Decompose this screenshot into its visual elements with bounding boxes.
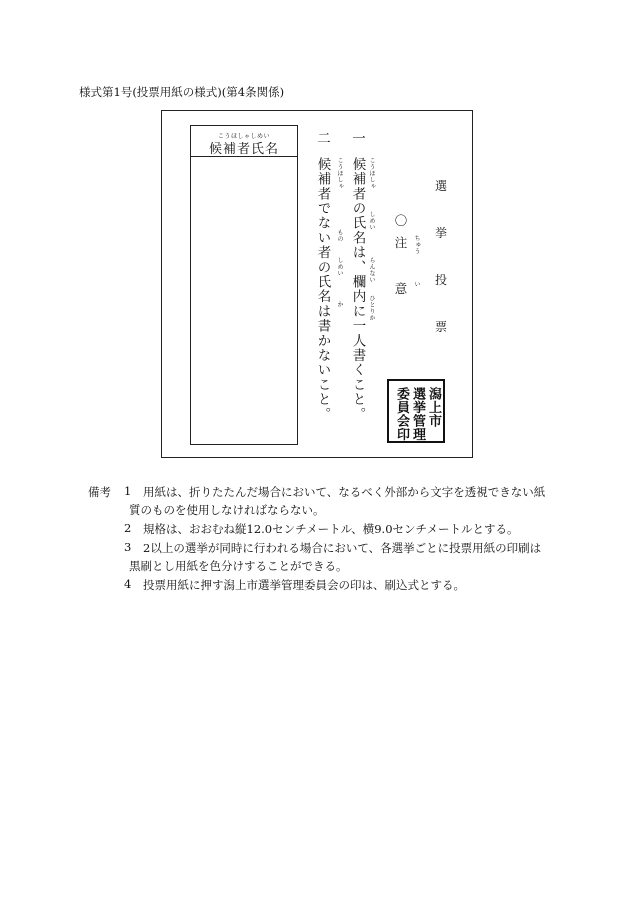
caution-ruby-i: い	[413, 281, 420, 288]
remark-line: 投票用紙に押す潟上市選挙管理委員会の印は、刷込式とする。	[143, 578, 465, 592]
note-one-ruby-shimei: しめい	[368, 211, 375, 231]
remark-line: 質のものを使用しなければならない。	[129, 503, 325, 517]
seal-col-2: 選挙管理	[410, 387, 425, 441]
seal-col-1: 潟上市	[426, 387, 441, 428]
remarks-heading: 備考	[88, 485, 111, 499]
note-two-number: 二	[314, 131, 330, 145]
candidate-name-label: 候補者氏名	[208, 142, 279, 157]
ballot-title-char: 挙	[434, 226, 447, 240]
remark-number: 4	[124, 577, 132, 591]
ballot-title	[434, 177, 448, 365]
remark-number: 2	[124, 521, 132, 535]
note-two-ruby-shimei: しめい	[336, 257, 343, 277]
note-one-ruby-rannai: らんない	[368, 257, 375, 283]
seal-col-3: 委員会印	[394, 387, 409, 441]
caution-ruby-chu: ちゅう	[413, 235, 420, 255]
remark-number: 3	[124, 540, 132, 554]
remark-line: 2以上の選挙が同時に行われる場合において、各選挙ごとに投票用紙の印刷は	[143, 541, 542, 555]
note-two-ruby-ka: か	[336, 301, 343, 308]
caution	[394, 211, 408, 297]
candidate-name-ruby: こうほしゃしめい	[217, 133, 270, 140]
ballot-title-char: 投	[434, 273, 447, 287]
note-one-number: 一	[349, 131, 365, 145]
remark-line: 規格は、おおむね縦12.0センチメートル、横9.0センチメートルとする。	[143, 522, 519, 536]
caution-mark: 〇	[394, 213, 408, 228]
remark-line: 用紙は、折りたたんだ場合において、なるべく外部から文字を透視できない紙	[143, 485, 546, 499]
note-two-ruby-mono: もの	[336, 229, 343, 242]
ballot-title-char: 選	[434, 179, 447, 193]
candidate-name-header	[191, 126, 297, 157]
ballot-sample	[161, 110, 473, 458]
remark-line: 黒刷とし用紙を色分けすることができる。	[129, 559, 348, 573]
candidate-name-box	[190, 125, 298, 445]
election-commission-seal	[387, 379, 445, 443]
remark-number: 1	[124, 484, 132, 498]
note-one-ruby-kouhosha: こうほしゃ	[368, 157, 375, 190]
note-one-text: 候補者の氏名は、欄内に一人書くこと。	[349, 157, 366, 422]
form-title: 様式第1号(投票用紙の様式)(第4条関係)	[79, 85, 285, 99]
caution-char-2: 意	[394, 281, 408, 296]
note-one-ruby-hitori: ひとりか	[368, 295, 375, 321]
note-two-text: 候補者でない者の氏名は書かないこと。	[314, 157, 331, 422]
ballot-title-char: 票	[434, 320, 447, 334]
caution-char-1: 注	[394, 235, 408, 250]
note-two-ruby-kouhosha: こうほしゃ	[336, 157, 343, 190]
